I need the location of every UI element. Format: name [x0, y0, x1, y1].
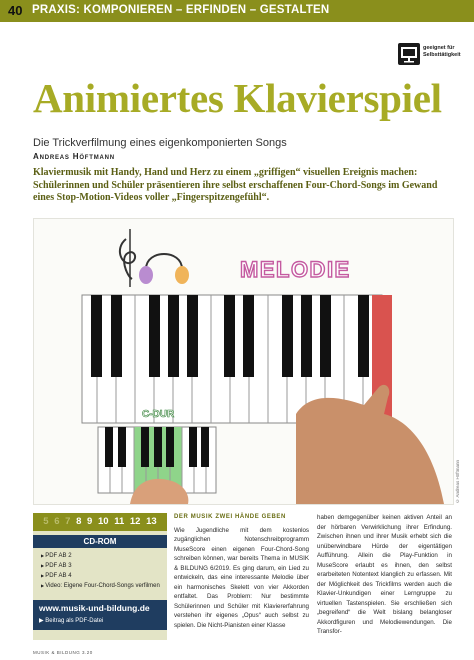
cdrom-item: ▶ Video: Eigene Four-Chord-Songs verfilmen	[41, 581, 160, 591]
cdrom-item: ▶ PDF AB 2	[41, 551, 160, 561]
website-pdf-label: Beitrag als PDF-Datei	[45, 618, 104, 624]
issue-7: 7	[65, 516, 71, 527]
issue-8: 8	[76, 516, 82, 527]
c-dur-label: C-DUR	[142, 409, 175, 420]
issue-11: 11	[114, 516, 125, 527]
footer: MUSIK & BILDUNG 3.20	[33, 650, 93, 655]
info-box	[33, 513, 167, 640]
cdrom-item: ▶ PDF AB 3	[41, 561, 160, 571]
website-pdf-item: ▶ Beitrag als PDF-Datei	[39, 618, 104, 624]
article-lead: Klaviermusik mit Handy, Hand und Herz zu einem „griffigen“ visuellen Ereignis machen: Schülerinnen und Schüler präsentieren ihre selbst erschaffenen Four-Chord-Songs im Gewand eines Stop-Motion-Videos voller „Fingerspitzengefühl“.	[33, 167, 438, 203]
section-title: PRAXIS: KOMPONIEREN – ERFINDEN – GESTALTEN	[32, 4, 330, 16]
article-subtitle: Die Trickverfilmung eines eigenkomponierten Songs	[33, 137, 287, 149]
body-text-1: Wie Jugendliche mit dem kostenlos zugänglichen Notenschreibprogramm MuseScore einen eigenen Four-Chord-Song schreiben können, war bereits Thema in MUSIK & BILDUNG 6/2019. Es ging darum, ein Lied zu entwickeln, das eine interessante Melodie über ein harmonisches Skelett von vier Akkorden entfaltet. Das Problem: Nur bestimmte Schülerinnen und Schüler mit Klaviererfahrung verstehen ihr eigenes „Opus“ auch selbst zu spielen. Die Nicht-Pianisten einer Klasse	[174, 526, 309, 629]
section-heading: DER MUSIK ZWEI HÄNDE GEBEN	[174, 514, 286, 520]
page-number: 40	[8, 3, 23, 18]
self-work-icon	[398, 43, 420, 65]
body-column-1	[174, 513, 309, 630]
website-box	[33, 600, 167, 630]
self-work-badge	[398, 43, 461, 67]
cdrom-item: ▶ PDF AB 4	[41, 571, 160, 581]
treble-clef-drawing	[120, 229, 189, 287]
issue-12: 12	[129, 516, 141, 527]
article-title: Animiertes Klavierspiel	[33, 75, 442, 121]
top-bar	[0, 0, 474, 22]
article-author: Andreas Höftmann	[33, 152, 115, 161]
issue-5: 5	[43, 516, 49, 527]
badge-line-1: geeignet für	[423, 45, 455, 51]
cdrom-title: CD-ROM	[33, 535, 167, 548]
issue-6: 6	[54, 516, 60, 527]
badge-line-2: Selbsttätigkeit	[423, 52, 461, 58]
issue-13: 13	[146, 516, 157, 527]
body-text-2: haben demgegenüber keinen aktiven Anteil an der hörbaren Verwirklichung ihrer Erfindung. Zwischen ihnen und ihrer Musik erhebt sich die unüberwindbare Hürde der eigentätigen Aufführung. Allein die Play-Funktion in MuseScore erlaubt es ihnen, den selbst erarbeiteten Notentext klanglich zu erfassen. Mit der Möglichkeit des Trickfilms werden auch die Klavier-Unkundigen einer Lerngruppe zu virtuellen Tastenspielen. Sie erschließen sich „begreifend“ die Welt bislang belangloser Akkordfiguren und Melodiewendungen. Die Transfor-	[317, 514, 452, 635]
article-photo	[33, 218, 454, 505]
issue-9: 9	[87, 516, 93, 527]
issue-numbers	[33, 513, 167, 531]
issue-10: 10	[97, 516, 109, 527]
website-link[interactable]: www.musik-und-bildung.de	[39, 603, 150, 613]
melodie-label: MELODIE	[240, 257, 351, 282]
cdrom-list	[41, 551, 160, 591]
body-column-2	[317, 513, 452, 637]
photo-credit: © Andreas Höftmann	[455, 460, 460, 504]
